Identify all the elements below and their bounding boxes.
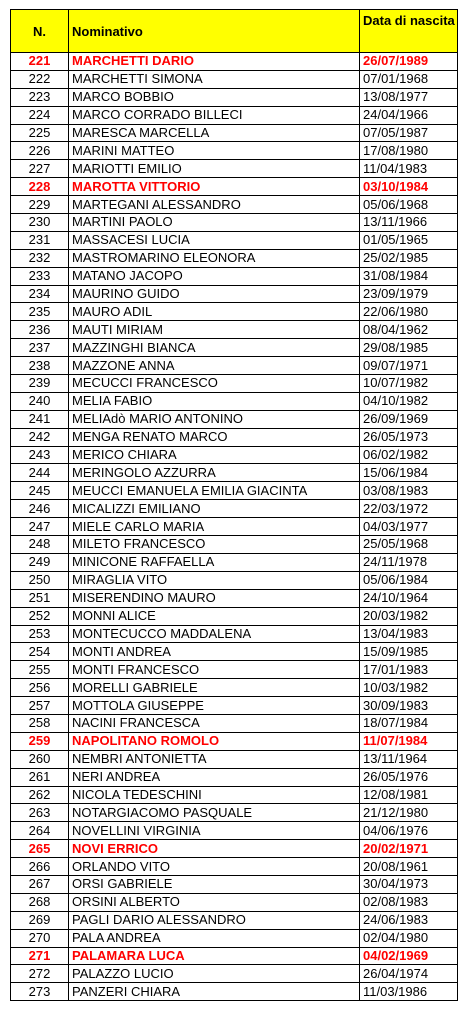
row-birthdate: 04/10/1982 [360, 392, 458, 410]
row-number: 257 [11, 697, 69, 715]
table-row [11, 482, 458, 500]
row-number: 264 [11, 822, 69, 840]
row-name: PAGLI DARIO ALESSANDRO [69, 911, 360, 929]
row-birthdate: 26/05/1976 [360, 768, 458, 786]
row-number: 256 [11, 679, 69, 697]
row-name: MARINI MATTEO [69, 142, 360, 160]
row-name: NICOLA TEDESCHINI [69, 786, 360, 804]
table-row [11, 607, 458, 625]
row-birthdate: 26/04/1974 [360, 965, 458, 983]
row-number: 270 [11, 929, 69, 947]
table-row [11, 804, 458, 822]
row-number: 253 [11, 625, 69, 643]
table-row [11, 375, 458, 393]
table-row [11, 357, 458, 375]
row-number: 232 [11, 249, 69, 267]
row-birthdate: 10/07/1982 [360, 375, 458, 393]
row-birthdate: 24/11/1978 [360, 553, 458, 571]
header-name: Nominativo [69, 10, 360, 53]
table-row [11, 267, 458, 285]
row-number: 254 [11, 643, 69, 661]
row-name: MONNI ALICE [69, 607, 360, 625]
row-birthdate: 06/02/1982 [360, 446, 458, 464]
row-name: NOTARGIACOMO PASQUALE [69, 804, 360, 822]
row-number: 239 [11, 375, 69, 393]
table-row [11, 303, 458, 321]
table-row [11, 446, 458, 464]
row-name: MARIOTTI EMILIO [69, 160, 360, 178]
row-name: MORELLI GABRIELE [69, 679, 360, 697]
row-birthdate: 29/08/1985 [360, 339, 458, 357]
row-name: MAURINO GUIDO [69, 285, 360, 303]
row-name: PALA ANDREA [69, 929, 360, 947]
table-row [11, 142, 458, 160]
row-birthdate: 07/05/1987 [360, 124, 458, 142]
row-number: 247 [11, 518, 69, 536]
row-number: 236 [11, 321, 69, 339]
row-name: MAUTI MIRIAM [69, 321, 360, 339]
row-number: 272 [11, 965, 69, 983]
row-number: 243 [11, 446, 69, 464]
row-number: 227 [11, 160, 69, 178]
row-name: MERINGOLO AZZURRA [69, 464, 360, 482]
row-number: 271 [11, 947, 69, 965]
row-birthdate: 26/07/1989 [360, 53, 458, 71]
row-name: MENGA RENATO MARCO [69, 428, 360, 446]
row-birthdate: 02/04/1980 [360, 929, 458, 947]
row-name: MISERENDINO MAURO [69, 589, 360, 607]
table-row [11, 321, 458, 339]
table-row [11, 518, 458, 536]
table-row [11, 553, 458, 571]
row-number: 224 [11, 106, 69, 124]
table-row [11, 196, 458, 214]
row-number: 240 [11, 392, 69, 410]
table-row [11, 53, 458, 71]
table-row [11, 768, 458, 786]
row-birthdate: 11/04/1983 [360, 160, 458, 178]
table-row [11, 571, 458, 589]
row-birthdate: 21/12/1980 [360, 804, 458, 822]
row-birthdate: 03/08/1983 [360, 482, 458, 500]
row-birthdate: 10/03/1982 [360, 679, 458, 697]
row-number: 269 [11, 911, 69, 929]
row-birthdate: 22/06/1980 [360, 303, 458, 321]
row-number: 259 [11, 732, 69, 750]
row-number: 263 [11, 804, 69, 822]
row-birthdate: 24/04/1966 [360, 106, 458, 124]
row-number: 241 [11, 410, 69, 428]
row-name: MECUCCI FRANCESCO [69, 375, 360, 393]
row-number: 260 [11, 750, 69, 768]
row-name: MARTEGANI ALESSANDRO [69, 196, 360, 214]
row-name: NACINI FRANCESCA [69, 714, 360, 732]
row-birthdate: 20/08/1961 [360, 858, 458, 876]
row-number: 267 [11, 875, 69, 893]
row-number: 255 [11, 661, 69, 679]
table-row [11, 625, 458, 643]
row-number: 226 [11, 142, 69, 160]
row-number: 251 [11, 589, 69, 607]
row-birthdate: 31/08/1984 [360, 267, 458, 285]
row-name: MONTI FRANCESCO [69, 661, 360, 679]
row-number: 246 [11, 500, 69, 518]
table-row [11, 536, 458, 554]
row-birthdate: 26/05/1973 [360, 428, 458, 446]
row-birthdate: 25/05/1968 [360, 536, 458, 554]
row-number: 258 [11, 714, 69, 732]
row-name: MARCO BOBBIO [69, 88, 360, 106]
row-birthdate: 13/08/1977 [360, 88, 458, 106]
table-row [11, 249, 458, 267]
row-name: MILETO FRANCESCO [69, 536, 360, 554]
row-name: MELIA FABIO [69, 392, 360, 410]
row-name: MINICONE RAFFAELLA [69, 553, 360, 571]
row-birthdate: 30/04/1973 [360, 875, 458, 893]
row-number: 266 [11, 858, 69, 876]
row-name: MASTROMARINO ELEONORA [69, 249, 360, 267]
row-name: NOVI ERRICO [69, 840, 360, 858]
row-number: 221 [11, 53, 69, 71]
row-birthdate: 24/06/1983 [360, 911, 458, 929]
table-row [11, 661, 458, 679]
row-name: NAPOLITANO ROMOLO [69, 732, 360, 750]
row-birthdate: 04/03/1977 [360, 518, 458, 536]
table-row [11, 589, 458, 607]
row-birthdate: 24/10/1964 [360, 589, 458, 607]
row-number: 250 [11, 571, 69, 589]
row-birthdate: 05/06/1984 [360, 571, 458, 589]
table-row [11, 965, 458, 983]
row-birthdate: 13/11/1964 [360, 750, 458, 768]
row-birthdate: 02/08/1983 [360, 893, 458, 911]
row-number: 235 [11, 303, 69, 321]
row-number: 261 [11, 768, 69, 786]
table-row [11, 339, 458, 357]
row-name: MARCHETTI DARIO [69, 53, 360, 71]
row-name: MASSACESI LUCIA [69, 231, 360, 249]
row-name: MIELE CARLO MARIA [69, 518, 360, 536]
table-row [11, 106, 458, 124]
row-name: MELIAdò MARIO ANTONINO [69, 410, 360, 428]
row-number: 225 [11, 124, 69, 142]
row-name: MAROTTA VITTORIO [69, 178, 360, 196]
row-birthdate: 22/03/1972 [360, 500, 458, 518]
table-row [11, 750, 458, 768]
row-birthdate: 25/02/1985 [360, 249, 458, 267]
row-name: ORSI GABRIELE [69, 875, 360, 893]
table-body [11, 53, 458, 1001]
row-name: MARCHETTI SIMONA [69, 70, 360, 88]
header-number: N. [11, 10, 69, 53]
row-birthdate: 26/09/1969 [360, 410, 458, 428]
row-name: MEUCCI EMANUELA EMILIA GIACINTA [69, 482, 360, 500]
row-number: 242 [11, 428, 69, 446]
row-birthdate: 18/07/1984 [360, 714, 458, 732]
table-row [11, 697, 458, 715]
row-birthdate: 04/02/1969 [360, 947, 458, 965]
row-birthdate: 30/09/1983 [360, 697, 458, 715]
row-birthdate: 07/01/1968 [360, 70, 458, 88]
row-name: MONTI ANDREA [69, 643, 360, 661]
table-row [11, 858, 458, 876]
table-row [11, 929, 458, 947]
table-row [11, 732, 458, 750]
table-row [11, 822, 458, 840]
table-row [11, 786, 458, 804]
table-row [11, 410, 458, 428]
row-birthdate: 05/06/1968 [360, 196, 458, 214]
table-row [11, 70, 458, 88]
row-birthdate: 13/11/1966 [360, 214, 458, 232]
table-row [11, 160, 458, 178]
table-row [11, 428, 458, 446]
table-row [11, 643, 458, 661]
row-birthdate: 08/04/1962 [360, 321, 458, 339]
table-row [11, 464, 458, 482]
row-birthdate: 20/03/1982 [360, 607, 458, 625]
table-row [11, 893, 458, 911]
row-birthdate: 09/07/1971 [360, 357, 458, 375]
row-name: NERI ANDREA [69, 768, 360, 786]
row-number: 230 [11, 214, 69, 232]
table-row [11, 875, 458, 893]
row-birthdate: 15/09/1985 [360, 643, 458, 661]
row-name: NEMBRI ANTONIETTA [69, 750, 360, 768]
table-row [11, 714, 458, 732]
table-row [11, 840, 458, 858]
row-birthdate: 01/05/1965 [360, 231, 458, 249]
row-name: MIRAGLIA VITO [69, 571, 360, 589]
table-row [11, 392, 458, 410]
row-birthdate: 03/10/1984 [360, 178, 458, 196]
row-birthdate: 13/04/1983 [360, 625, 458, 643]
table-row [11, 500, 458, 518]
table-row [11, 947, 458, 965]
row-birthdate: 17/01/1983 [360, 661, 458, 679]
row-name: ORLANDO VITO [69, 858, 360, 876]
row-number: 262 [11, 786, 69, 804]
table-row [11, 911, 458, 929]
row-name: MARESCA MARCELLA [69, 124, 360, 142]
row-number: 249 [11, 553, 69, 571]
row-name: MATANO JACOPO [69, 267, 360, 285]
row-name: MAZZONE ANNA [69, 357, 360, 375]
row-birthdate: 20/02/1971 [360, 840, 458, 858]
row-number: 228 [11, 178, 69, 196]
table-row [11, 679, 458, 697]
row-number: 229 [11, 196, 69, 214]
row-number: 244 [11, 464, 69, 482]
table-row [11, 214, 458, 232]
row-name: MAZZINGHI BIANCA [69, 339, 360, 357]
row-number: 268 [11, 893, 69, 911]
names-table [10, 9, 458, 1001]
table-row [11, 88, 458, 106]
row-name: PALAMARA LUCA [69, 947, 360, 965]
row-number: 248 [11, 536, 69, 554]
row-name: ORSINI ALBERTO [69, 893, 360, 911]
row-name: NOVELLINI VIRGINIA [69, 822, 360, 840]
row-number: 273 [11, 983, 69, 1001]
table-row [11, 124, 458, 142]
table-row [11, 231, 458, 249]
row-name: MARCO CORRADO BILLECI [69, 106, 360, 124]
row-name: PALAZZO LUCIO [69, 965, 360, 983]
row-number: 223 [11, 88, 69, 106]
row-number: 234 [11, 285, 69, 303]
header-birthdate: Data di nascita [360, 10, 458, 53]
row-number: 252 [11, 607, 69, 625]
row-name: MAURO ADIL [69, 303, 360, 321]
row-birthdate: 15/06/1984 [360, 464, 458, 482]
row-birthdate: 23/09/1979 [360, 285, 458, 303]
row-birthdate: 04/06/1976 [360, 822, 458, 840]
row-name: MOTTOLA GIUSEPPE [69, 697, 360, 715]
row-birthdate: 11/07/1984 [360, 732, 458, 750]
row-birthdate: 11/03/1986 [360, 983, 458, 1001]
row-name: MERICO CHIARA [69, 446, 360, 464]
header-row [11, 10, 458, 53]
row-number: 231 [11, 231, 69, 249]
row-number: 237 [11, 339, 69, 357]
table-row [11, 285, 458, 303]
row-number: 245 [11, 482, 69, 500]
row-number: 238 [11, 357, 69, 375]
row-name: PANZERI CHIARA [69, 983, 360, 1001]
row-name: MARTINI PAOLO [69, 214, 360, 232]
row-birthdate: 12/08/1981 [360, 786, 458, 804]
row-name: MICALIZZI EMILIANO [69, 500, 360, 518]
row-birthdate: 17/08/1980 [360, 142, 458, 160]
row-number: 233 [11, 267, 69, 285]
table-row [11, 178, 458, 196]
row-name: MONTECUCCO MADDALENA [69, 625, 360, 643]
table-row [11, 983, 458, 1001]
row-number: 265 [11, 840, 69, 858]
row-number: 222 [11, 70, 69, 88]
